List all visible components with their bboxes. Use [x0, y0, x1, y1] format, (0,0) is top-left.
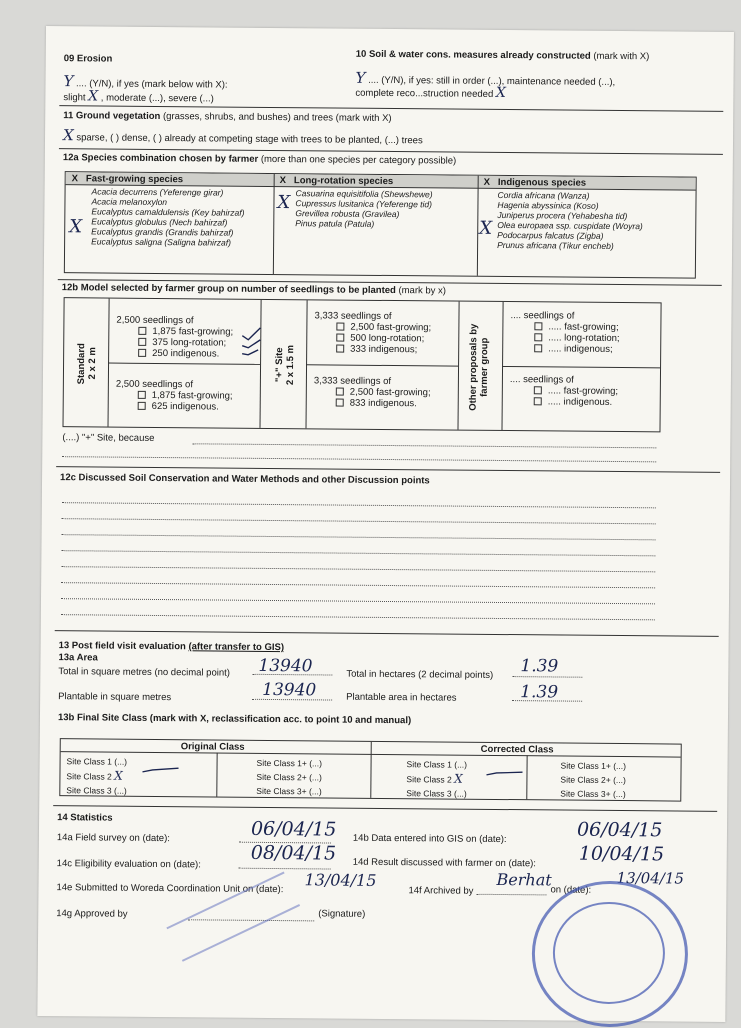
list-item: Hagenia abyssinica (Koso)	[497, 199, 599, 211]
divider	[370, 742, 371, 798]
list-item: Prunus africana (Tikur encheb)	[497, 239, 614, 251]
vegetation-title-rest: (grasses, shrubs, and bushes) and trees	[162, 111, 334, 124]
plus1-block: 3,333 seedlings of 2,500 fast-growing; 500 long-rotation; 333 indigenous;	[314, 310, 432, 356]
vegetation-hint: (mark with X)	[335, 112, 392, 125]
plantable-sqm-value: 13940	[262, 679, 317, 701]
corrected-class-col1	[406, 757, 467, 801]
species-col2-mark: X	[277, 192, 291, 214]
plus2-checkbox[interactable]	[336, 399, 344, 407]
erosion-yn-value: Y	[63, 72, 74, 91]
form-page	[37, 26, 734, 1022]
std1-checkbox[interactable]	[138, 327, 146, 335]
species-col1-list	[91, 186, 245, 247]
total-ha-value: 1.39	[520, 656, 559, 677]
corrected-site-class-2-plus: Site Class 2+ (...)	[560, 774, 626, 786]
submitted-date: 13/04/15	[304, 870, 377, 890]
list-item: Eucalyptus grandis (Grandis bahirzaf)	[91, 226, 234, 238]
list-item: Eucalyptus globulus (Nech bahirzaf)	[91, 216, 228, 228]
line	[476, 894, 546, 896]
list-item: Juniperus procera (Yehabesha tid)	[497, 209, 628, 222]
plus1-checkbox[interactable]	[336, 345, 344, 353]
species-title: 12a Species combination chosen by farmer	[62, 152, 259, 165]
std1-checkbox[interactable]	[138, 338, 146, 346]
vegetation-row	[62, 126, 423, 147]
species-col2-header: X Long-rotation species	[279, 175, 394, 188]
plus2-checkbox[interactable]	[336, 388, 344, 396]
checkmark	[484, 769, 524, 779]
eligibility-date: 08/04/15	[250, 841, 337, 865]
list-item: Acacia melanoxylon	[91, 196, 168, 208]
discussed-label: 14d Result discussed with farmer on (date):	[352, 856, 536, 870]
other1-checkbox[interactable]	[534, 345, 542, 353]
original-class-header: Original Class	[180, 741, 245, 753]
archived-on-label: on (date):	[550, 884, 592, 896]
corrected-class-col2	[560, 759, 626, 802]
species-title-row	[63, 152, 456, 166]
erosion-yn-text: (Y/N), if yes (mark below with X):	[89, 78, 228, 91]
swc-complete-row	[355, 84, 506, 102]
archived-date: 13/04/15	[616, 869, 685, 888]
species-col3-list	[497, 190, 643, 251]
corrected-site-class-1-plus: Site Class 1+ (...)	[560, 760, 627, 772]
line	[512, 676, 582, 678]
line	[62, 456, 656, 462]
vegetation-mark: X	[62, 126, 74, 145]
post-visit-title: 13 Post field visit evaluation	[58, 640, 186, 653]
other2-checkbox[interactable]	[534, 387, 542, 395]
other-proposals-label: Other proposals by farmer group	[467, 323, 491, 411]
field-survey-date: 06/04/15	[250, 817, 337, 841]
gis-entry-date: 06/04/15	[576, 818, 663, 842]
other2-head: .... seedlings of	[509, 374, 574, 386]
species-col3-header: X Indigenous species	[483, 176, 587, 189]
original-class-col2	[256, 756, 322, 799]
swc-complete-mark: X	[495, 84, 506, 102]
swc-yn-row: Y .... (Y/N), if yes: still in order (...), maintenance needed (...),	[355, 68, 616, 88]
list-item: Grevillea robusta (Gravilea)	[295, 208, 400, 220]
post-visit-title-gis: (after transfer to GIS)	[188, 641, 285, 654]
plus-site-label: "+" Site 2 x 1.5 m	[273, 345, 297, 386]
standard-label: Standard 2 x 2 m	[75, 342, 99, 384]
list-item: Acacia decurrens (Yeferenge girar)	[91, 186, 224, 198]
vegetation-title: 11 Ground vegetation	[63, 110, 161, 123]
checkmarks	[240, 326, 264, 356]
plus2-head: 3,333 seedlings of	[313, 375, 392, 388]
erosion-moderate: , moderate (...), severe (...)	[100, 92, 214, 105]
discussion-title: 12c Discussed Soil Conservation and Water Methods and other Discussion points	[60, 472, 430, 487]
line	[239, 868, 331, 870]
plus1-checkbox[interactable]	[336, 334, 344, 342]
list-item: Olea europaea ssp. cuspidate (Woyra)	[497, 219, 643, 232]
corrected-site-class-3: Site Class 3 (...)	[406, 788, 467, 799]
plus-site-because: (....) "+" Site, because	[62, 432, 155, 444]
plus1-head: 3,333 seedlings of	[314, 310, 392, 323]
divider	[55, 630, 719, 637]
swc-yn-text: (Y/N), if yes: still in order (...), maintenance needed (...),	[381, 74, 616, 88]
list-item: Cordia africana (Wanza)	[497, 189, 590, 201]
signature-label: (Signature)	[318, 908, 366, 920]
list-item: Casuarina equisitifolia (Shewshewe)	[295, 188, 433, 200]
round-seal	[531, 880, 688, 1027]
species-col3-mark: X	[479, 217, 493, 239]
total-sqm-label: Total in square metres (no decimal point)	[58, 666, 231, 679]
divider	[56, 466, 720, 473]
std2-checkbox[interactable]	[138, 391, 146, 399]
checkmark	[140, 766, 180, 776]
other1-checkbox[interactable]	[534, 334, 542, 342]
species-col1-header: X Fast-growing species	[71, 173, 184, 186]
divider	[216, 753, 217, 797]
list-item: Eucalyptus camaldulensis (Key bahirzaf)	[91, 206, 245, 218]
other1-checkbox[interactable]	[534, 323, 542, 331]
swc-title-row	[356, 49, 650, 63]
total-ha-label: Total in hectares (2 decimal points)	[346, 668, 494, 681]
original-class-col1	[66, 754, 127, 798]
plantable-sqm-label: Plantable in square metres	[58, 691, 172, 704]
std2-block: 2,500 seedlings of 1,875 fast-growing; 625 indigenous.	[115, 378, 233, 413]
total-sqm-value: 13940	[258, 655, 313, 677]
other2-checkbox[interactable]	[534, 398, 542, 406]
line	[192, 443, 656, 448]
plus1-checkbox[interactable]	[336, 323, 344, 331]
line	[252, 699, 332, 701]
plus2-block: 3,333 seedlings of 2,500 fast-growing; 833 indigenous.	[313, 375, 431, 410]
field-survey-label: 14a Field survey on (date):	[56, 832, 170, 845]
swc-title: 10 Soil & water cons. measures already constructed	[355, 48, 591, 62]
gis-entry-label: 14b Data entered into GIS on (date):	[352, 832, 507, 846]
list-item: Pinus patula (Patula)	[295, 218, 375, 229]
species-col2-list	[295, 188, 432, 229]
submitted-label: 14e Submitted to Woreda Coordination Unit on (date):	[56, 882, 284, 896]
model-table	[62, 297, 661, 432]
model-hint: (mark by x)	[398, 285, 447, 297]
std2-head: 2,500 seedlings of	[115, 378, 194, 391]
plantable-ha-label: Plantable area in hectares	[346, 691, 457, 704]
archived-label: 14f Archived by	[408, 885, 474, 897]
divider	[526, 755, 527, 799]
corrected-site-class-3-plus: Site Class 3+ (...)	[560, 788, 626, 800]
post-visit-title-row	[59, 640, 285, 653]
vegetation-text: sparse, ( ) dense, ( ) already at competing stage with trees to be planted, (...) trees	[76, 132, 423, 147]
std1-block: 2,500 seedlings of 1,875 fast-growing; 375 long-rotation; 250 indigenous.	[116, 314, 234, 360]
std1-head: 2,500 seedlings of	[116, 314, 194, 327]
species-hint: (more than one species per category possible)	[260, 153, 457, 167]
erosion-slight: slight	[63, 92, 86, 104]
divider	[108, 363, 260, 365]
approved-label: 14g Approved by	[56, 908, 128, 920]
species-col1-mark: X	[69, 216, 83, 238]
plantable-ha-value: 1.39	[520, 682, 559, 703]
corrected-site-class-2-row: Site Class 2 X	[406, 771, 463, 786]
species-table	[64, 171, 697, 279]
final-class-title: 13b Final Site Class (mark with X, reclassification acc. to point 10 and manual)	[57, 712, 412, 727]
vegetation-title-row	[63, 110, 392, 124]
site-class-2-plus: Site Class 2+ (...)	[256, 771, 322, 783]
swc-hint: (mark with X)	[593, 50, 650, 63]
std2-checkbox[interactable]	[138, 402, 146, 410]
swc-yn-value: Y	[355, 68, 366, 87]
list-item: Cupressus lusitanica (Yeferenge tid)	[295, 198, 433, 210]
model-title-row	[62, 282, 446, 296]
corrected-site-class-1: Site Class 1 (...)	[406, 759, 468, 770]
seal-inner-ring	[552, 901, 665, 1004]
archived-by-name: Berhat	[496, 869, 552, 890]
site-class-3: Site Class 3 (...)	[66, 785, 127, 796]
divider	[502, 366, 660, 368]
area-title: 13a Area	[58, 652, 98, 664]
statistics-title: 14 Statistics	[57, 812, 113, 824]
other1-block: .... seedlings of ..... fast-growing; ..... long-rotation; ..... indigenous;	[510, 310, 620, 355]
corrected-class-header: Corrected Class	[480, 743, 554, 756]
divider	[273, 174, 275, 274]
list-item: Eucalyptus saligna (Saligna bahirzaf)	[91, 236, 232, 248]
other1-head: .... seedlings of	[510, 310, 575, 322]
site-class-2-row: Site Class 2 X	[66, 768, 123, 783]
eligibility-label: 14c Eligibility evaluation on (date):	[56, 858, 201, 871]
site-class-table	[59, 738, 681, 801]
erosion-yn-row: Y .... (Y/N), if yes (mark below with X):	[63, 72, 228, 91]
divider	[53, 805, 717, 812]
list-item: Podocarpus falcatus (Zigba)	[497, 229, 604, 241]
erosion-severity-row	[63, 88, 214, 105]
erosion-title: 09 Erosion	[63, 53, 113, 65]
swc-complete: complete reco...struction needed	[355, 87, 494, 100]
site-class-1: Site Class 1 (...)	[66, 756, 128, 767]
discussed-date: 10/04/15	[578, 842, 665, 866]
model-title: 12b Model selected by farmer group on number of seedlings to be planted	[61, 282, 396, 297]
std1-checkbox[interactable]	[138, 349, 146, 357]
other2-block: .... seedlings of ..... fast-growing; ..... indigenous.	[509, 374, 619, 408]
divider	[306, 364, 458, 366]
discussion-lines	[46, 26, 734, 32]
erosion-slight-mark: X	[88, 88, 99, 105]
site-class-3-plus: Site Class 3+ (...)	[256, 785, 322, 797]
site-class-1-plus: Site Class 1+ (...)	[256, 757, 323, 769]
